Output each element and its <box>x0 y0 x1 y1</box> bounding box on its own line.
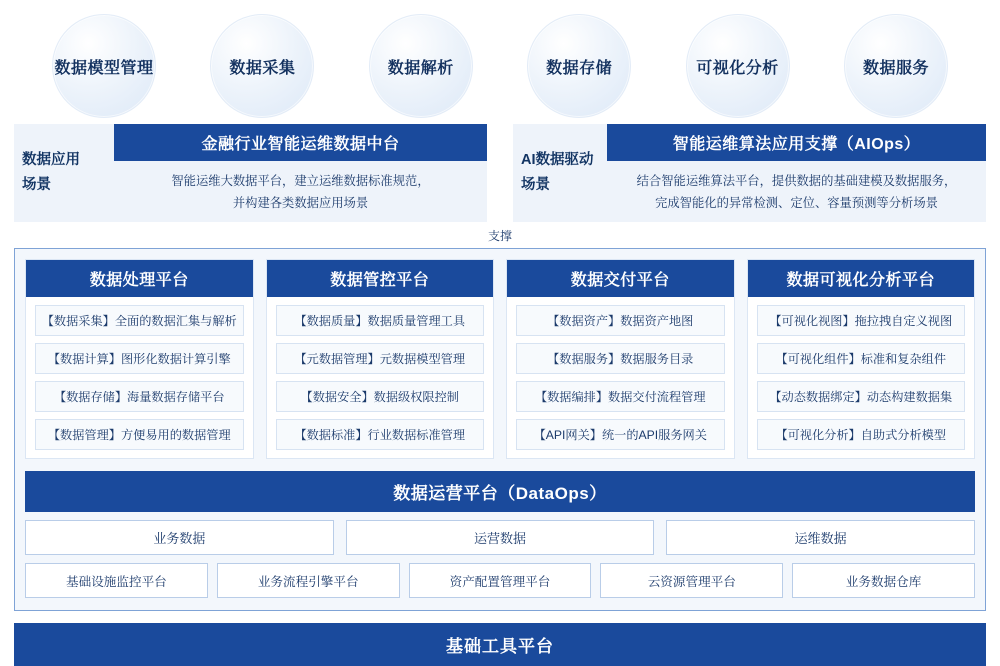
scenario-side-label <box>14 124 114 222</box>
card-item[interactable]: 【可视化分析】自助式分析模型 <box>757 419 966 450</box>
card-data-delivery-platform <box>506 259 735 459</box>
card-item-list <box>267 297 494 450</box>
card-title: 数据可视化分析平台 <box>748 260 975 297</box>
scenario-data-application <box>14 124 487 222</box>
dataops-data-types <box>25 520 975 555</box>
bubble-label: 数据模型管理 <box>54 59 154 77</box>
source-platform-cell[interactable]: 业务流程引擎平台 <box>217 563 400 598</box>
card-item-list <box>507 297 734 450</box>
scenario-side-label-line2: 场景 <box>22 177 51 194</box>
card-title: 数据处理平台 <box>26 260 253 297</box>
scenario-ai-data-driven <box>513 124 986 222</box>
scenario-description <box>114 161 487 222</box>
bubble-visual-analysis[interactable] <box>686 14 790 118</box>
card-item[interactable]: 【数据计算】图形化数据计算引擎 <box>35 343 244 374</box>
bubble-label: 数据服务 <box>862 59 929 77</box>
capability-bubbles <box>0 0 1000 120</box>
bubble-label: 数据存储 <box>546 59 613 77</box>
bubble-data-parsing[interactable] <box>369 14 473 118</box>
card-item[interactable]: 【数据安全】数据级权限控制 <box>276 381 485 412</box>
source-platform-cell[interactable]: 基础设施监控平台 <box>25 563 208 598</box>
card-data-visualization-platform <box>747 259 976 459</box>
scenario-description-line2: 并构建各类数据应用场景 <box>232 195 369 210</box>
scenario-description-line1: 智能运维大数据平台，建立运维数据标准规范， <box>171 174 430 188</box>
bubble-label: 可视化分析 <box>696 59 779 77</box>
card-item[interactable]: 【数据质量】数据质量管理工具 <box>276 305 485 336</box>
foundation-tool-platform-bar: 基础工具平台 <box>14 623 986 666</box>
scenario-band <box>0 124 1000 222</box>
data-type-cell[interactable]: 运营数据 <box>346 520 655 555</box>
card-title: 数据管控平台 <box>267 260 494 297</box>
card-item[interactable]: 【数据资产】数据资产地图 <box>516 305 725 336</box>
scenario-description-line1: 结合智能运维算法平台，提供数据的基础建模及数据服务， <box>636 174 957 188</box>
support-connector <box>0 222 1000 248</box>
source-platform-cell[interactable]: 业务数据仓库 <box>792 563 975 598</box>
scenario-side-label-line2: 场景 <box>521 177 550 194</box>
card-item[interactable]: 【数据管理】方便易用的数据管理 <box>35 419 244 450</box>
card-item[interactable]: 【API网关】统一的API服务网关 <box>516 419 725 450</box>
scenario-description <box>607 161 986 222</box>
card-item[interactable]: 【可视化视图】拖拉拽自定义视图 <box>757 305 966 336</box>
card-data-governance-platform <box>266 259 495 459</box>
scenario-side-label-line1: 数据应用 <box>22 151 80 168</box>
card-item-list <box>26 297 253 450</box>
card-item[interactable]: 【动态数据绑定】动态构建数据集 <box>757 381 966 412</box>
scenario-title: 金融行业智能运维数据中台 <box>114 124 487 161</box>
card-item[interactable]: 【数据标准】行业数据标准管理 <box>276 419 485 450</box>
bubble-data-collection[interactable] <box>210 14 314 118</box>
card-item[interactable]: 【数据编排】数据交付流程管理 <box>516 381 725 412</box>
dataops-source-platforms <box>25 563 975 598</box>
card-title: 数据交付平台 <box>507 260 734 297</box>
card-item[interactable]: 【数据采集】全面的数据汇集与解析 <box>35 305 244 336</box>
scenario-title: 智能运维算法应用支撑（AIOps） <box>607 124 986 161</box>
scenario-side-label-line1: AI数据驱动 <box>521 151 594 168</box>
card-item[interactable]: 【元数据管理】元数据模型管理 <box>276 343 485 374</box>
platform-container <box>14 248 986 611</box>
card-data-processing-platform <box>25 259 254 459</box>
bubble-data-storage[interactable] <box>527 14 631 118</box>
support-label: 支撑 <box>482 227 518 244</box>
card-item[interactable]: 【可视化组件】标准和复杂组件 <box>757 343 966 374</box>
bubble-data-model-management[interactable] <box>52 14 156 118</box>
source-platform-cell[interactable]: 资产配置管理平台 <box>409 563 592 598</box>
scenario-content <box>114 124 487 222</box>
source-platform-cell[interactable]: 云资源管理平台 <box>600 563 783 598</box>
data-type-cell[interactable]: 运维数据 <box>666 520 975 555</box>
platform-cards <box>25 259 975 459</box>
scenario-side-label <box>513 124 607 222</box>
bubble-label: 数据采集 <box>229 59 296 77</box>
card-item[interactable]: 【数据存储】海量数据存储平台 <box>35 381 244 412</box>
scenario-description-line2: 完成智能化的异常检测、定位、容量预测等分析场景 <box>655 195 938 210</box>
bubble-data-service[interactable] <box>844 14 948 118</box>
bubble-label: 数据解析 <box>387 59 454 77</box>
scenario-content <box>607 124 986 222</box>
card-item[interactable]: 【数据服务】数据服务目录 <box>516 343 725 374</box>
data-type-cell[interactable]: 业务数据 <box>25 520 334 555</box>
dataops-title: 数据运营平台（DataOps） <box>25 471 975 512</box>
card-item-list <box>748 297 975 450</box>
